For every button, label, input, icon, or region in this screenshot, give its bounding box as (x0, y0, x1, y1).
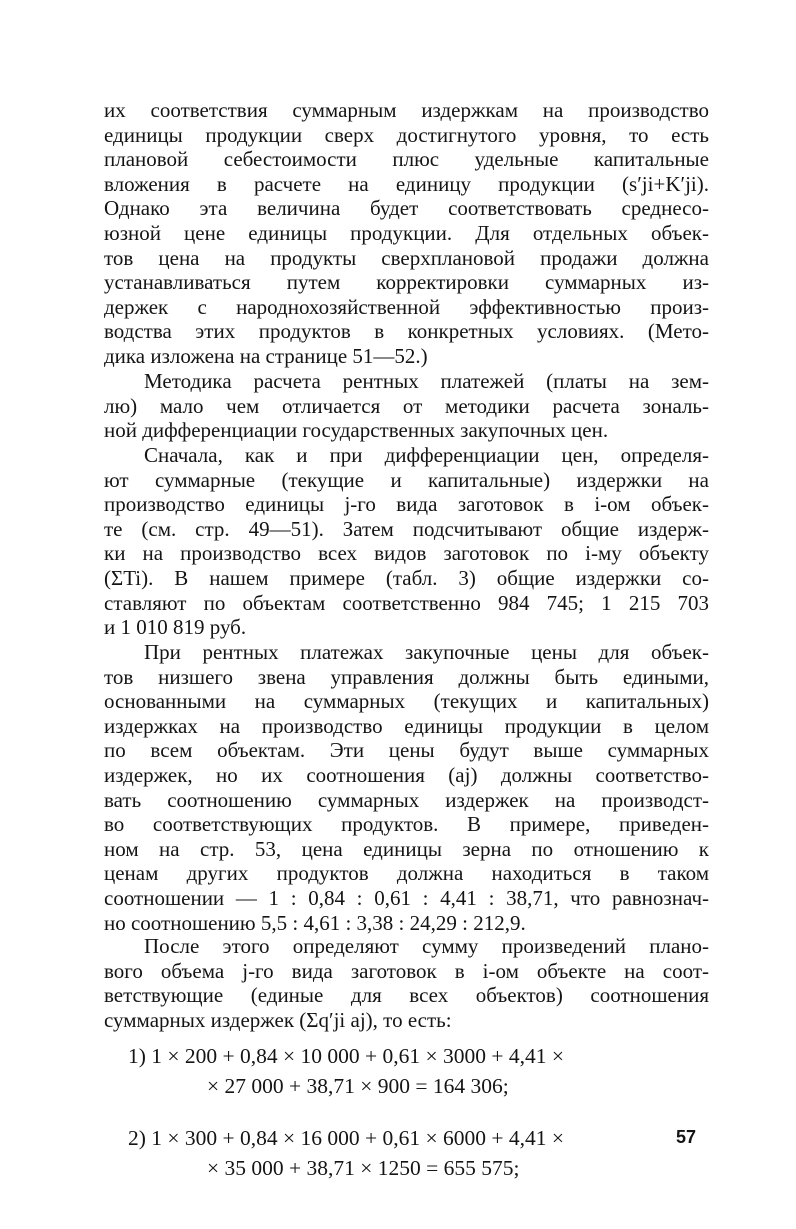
text-line: вложения в расчете на единицу продукции (s′ji+K′ji). (104, 171, 709, 196)
text-line: но соотношению 5,5 : 4,61 : 3,38 : 24,29 : 212,9. (104, 910, 526, 935)
text-line: ценам других продуктов должна находиться в таком (104, 861, 709, 886)
paragraph-4 (104, 640, 709, 935)
text-line: ют суммарные (текущие и капитальные) издержки на (104, 467, 709, 492)
book-page (104, 98, 709, 1208)
text-line: При рентных платежах закупочные цены для объек- (144, 640, 709, 664)
text-line: плановой себестоимости плюс удельные капитальные (104, 147, 709, 172)
text-line: водства этих продуктов в конкретных условиях. (Мето- (104, 319, 709, 344)
text-line: вать соотношению суммарных издержек на производст- (104, 787, 709, 812)
formula-1 (104, 1041, 709, 1101)
formula-line: 1) 1 × 200 + 0,84 × 10 000 + 0,61 × 3000 + 4,41 × (128, 1044, 565, 1068)
text-line: ветствующие (единые для всех объектов) соотношения (104, 983, 709, 1008)
text-line: издержках на производство единицы продукции в целом (104, 713, 709, 738)
text-line: держек с народнохозяйственной эффективностью произ- (104, 294, 709, 319)
text-line: (ΣTi). В нашем примере (табл. 3) общие издержки со- (104, 565, 709, 590)
formula-line: × 35 000 + 38,71 × 1250 = 655 575; (207, 1156, 520, 1180)
text-line: ки на производство всех видов заготовок по i-му объекту (104, 541, 709, 566)
paragraph-2 (104, 369, 709, 443)
text-line: Методика расчета рентных платежей (платы на зем- (144, 369, 709, 393)
text-line: ставляют по объектам соответственно 984 745; 1 215 703 (104, 590, 709, 615)
page-number: 57 (676, 1127, 697, 1147)
text-line: ной дифференциации государственных закупочных цен. (104, 418, 609, 443)
paragraph-3 (104, 443, 709, 640)
text-line: Однако эта величина будет соответствовать среднесо- (104, 196, 709, 221)
text-line: юзной цене единицы продукции. Для отдельных объек- (104, 220, 709, 245)
text-line: тов цена на продукты сверхплановой продажи должна (104, 245, 709, 270)
text-line: вого объема j-го вида заготовок в i-ом объекте на соот- (104, 958, 709, 983)
formula-line: 2) 1 × 300 + 0,84 × 16 000 + 0,61 × 6000 + 4,41 × (128, 1126, 565, 1150)
text-line: их соответствия суммарным издержкам на производство (104, 98, 709, 122)
text-line: производство единицы j-го вида заготовок в i-ом объек- (104, 492, 709, 517)
text-line: соотношении — 1 : 0,84 : 0,61 : 4,41 : 38,71, что равнознач- (104, 885, 709, 910)
text-line: по всем объектам. Эти цены будут выше суммарных (104, 738, 709, 763)
paragraph-5 (104, 934, 709, 1032)
text-line: После этого определяют сумму произведений плано- (144, 934, 709, 958)
text-line: ном на стр. 53, цена единицы зерна по отношению к (104, 836, 709, 861)
text-line: во соответствующих продуктов. В примере, приведен- (104, 812, 709, 837)
text-line: Сначала, как и при дифференциации цен, определя- (144, 443, 709, 467)
formula-2 (104, 1123, 709, 1183)
text-line: устанавливаться путем корректировки суммарных из- (104, 270, 709, 295)
text-line: дика изложена на странице 51—52.) (104, 343, 428, 368)
text-line: и 1 010 819 руб. (104, 615, 247, 640)
text-line: тов низшего звена управления должны быть едиными, (104, 664, 709, 689)
text-line: единицы продукции сверх достигнутого уровня, то есть (104, 122, 709, 147)
formula-line: × 27 000 + 38,71 × 900 = 164 306; (207, 1074, 509, 1098)
text-line: суммарных издержек (Σq′ji aj), то есть: (104, 1007, 452, 1032)
text-line: основанными на суммарных (текущих и капитальных) (104, 689, 709, 714)
text-line: те (см. стр. 49—51). Затем подсчитывают общие издерж- (104, 516, 709, 541)
paragraph-1 (104, 98, 709, 369)
text-line: лю) мало чем отличается от методики расчета зональ- (104, 393, 709, 418)
text-line: издержек, но их соотношения (aj) должны соответство- (104, 762, 709, 787)
